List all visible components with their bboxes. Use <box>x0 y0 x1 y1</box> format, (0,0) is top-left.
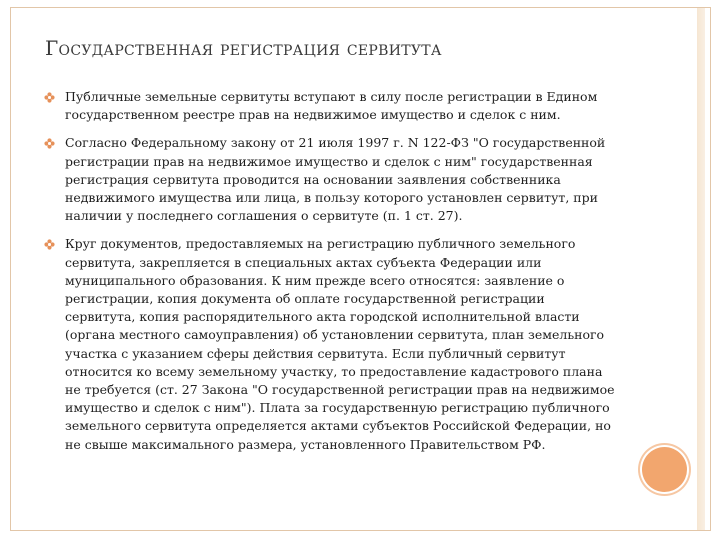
bullet-item <box>44 235 619 453</box>
decorative-circle <box>642 447 687 492</box>
bullet-item <box>44 88 619 124</box>
flower-bullet-icon <box>44 92 55 103</box>
bullet-text: Согласно Федеральному закону от 21 июля 1997 г. N 122-ФЗ "О государственной регистрации прав на недвижимое имущество и сделок с ним" государственная регистрация сервитута проводится на основании заявления собственника недвижимого имущества или лица, в пользу которого установлен сервитут, при наличии у последнего соглашения о сервитуте (п. 1 ст. 27). <box>65 135 606 224</box>
decorative-stripe <box>697 8 705 530</box>
flower-bullet-icon <box>44 138 55 149</box>
slide-title: Государственная регистрация сервитута <box>45 36 442 60</box>
bullet-item <box>44 134 619 225</box>
bullet-list <box>44 88 619 464</box>
bullet-text: Круг документов, предоставляемых на регистрацию публичного земельного сервитута, закрепляется в специальных актах субъекта Федерации или муниципального образования. К ним прежде всего относятся: заявление о регистрации, копия документа об оплате государственной регистрации сервитута, копия распорядительного акта городской исполнительной власти (органа местного самоуправления) об установлении сервитута, план земельного участка с указанием сферы действия сервитута. Если публичный сервитут относится ко всему земельному участку, то предоставление кадастрового плана не требуется (ст. 27 Закона "О государственной регистрации прав на недвижимое имущество и сделок с ним"). Плата за государственную регистрацию публичного земельного сервитута определяется актами субъектов Российской Федерации, но не свыше максимального размера, установленного Правительством РФ. <box>65 236 615 452</box>
bullet-text: Публичные земельные сервитуты вступают в силу после регистрации в Едином государственном реестре прав на недвижимое имущество и сделок с ним. <box>65 89 598 123</box>
flower-bullet-icon <box>44 239 55 250</box>
